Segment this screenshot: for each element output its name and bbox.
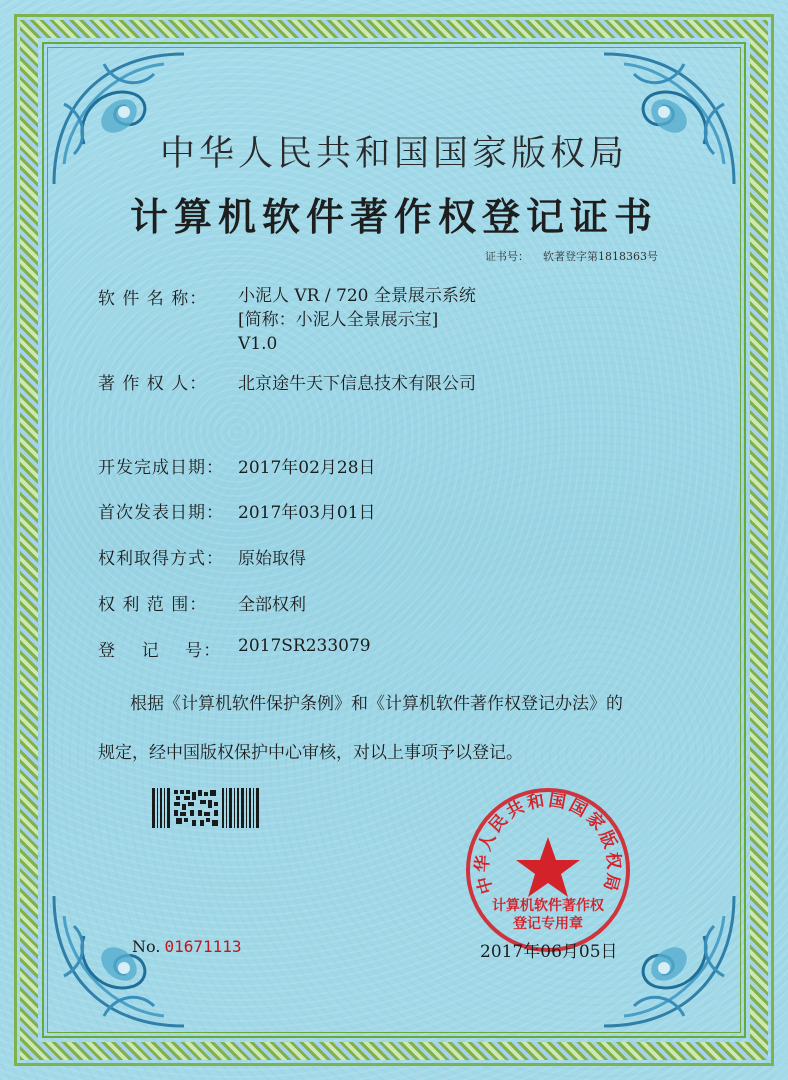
serial-number-label: No. xyxy=(132,937,161,956)
field-rights-scope xyxy=(98,590,306,615)
certificate-number xyxy=(471,248,658,264)
field-registration-no xyxy=(98,636,371,661)
serial-number xyxy=(132,937,242,956)
certificate-number-label: 证书号： xyxy=(485,250,529,263)
seal-line-1: 计算机软件著作权 xyxy=(492,898,604,914)
field-value: 2017SR233079 xyxy=(238,636,371,656)
field-acquisition-method xyxy=(98,544,306,569)
statement-line-2: 规定，经中国版权保护中心审核，对以上事项予以登记。 xyxy=(98,743,523,763)
statement-line-1: 根据《计算机软件保护条例》和《计算机软件著作权登记办法》的 xyxy=(130,694,623,714)
field-label: 权利取得方式： xyxy=(98,549,224,569)
certificate-title: 计算机软件著作权登记证书 xyxy=(129,195,658,239)
corner-ornament-icon xyxy=(44,886,194,1036)
serial-number-value: 01671113 xyxy=(164,937,242,956)
field-dev-completion-date xyxy=(98,453,376,478)
field-label: 开发完成日期： xyxy=(98,458,224,478)
field-value: 全部权利 xyxy=(238,595,306,615)
barcode-icon xyxy=(152,788,262,828)
field-value: 北京途牛天下信息技术有限公司 xyxy=(238,374,476,394)
seal-line-2: 登记专用章 xyxy=(513,916,583,932)
field-label: 著 作 权 人： xyxy=(98,374,208,394)
field-label: 首次发表日期： xyxy=(98,503,224,523)
field-value xyxy=(238,284,476,356)
field-software-name xyxy=(98,284,476,356)
issuing-authority: 中华人民共和国国家版权局 xyxy=(159,134,628,174)
seal-ring-text: 中华人民共和国国家版权局 xyxy=(472,790,624,896)
field-copyright-owner xyxy=(98,369,476,394)
software-name-line: 小泥人 VR / 720 全景展示系统 xyxy=(238,286,476,306)
field-value: 2017年02月28日 xyxy=(238,458,376,478)
field-label: 权 利 范 围： xyxy=(98,595,208,615)
field-first-publication-date xyxy=(98,498,376,523)
issue-date: 2017年06月05日 xyxy=(480,942,618,962)
field-value: 原始取得 xyxy=(238,549,306,569)
field-label: 登 记 号： xyxy=(98,641,222,661)
field-value: 2017年03月01日 xyxy=(238,503,376,523)
software-short-name-line: [简称：小泥人全景展示宝] xyxy=(238,310,439,330)
field-label: 软 件 名 称： xyxy=(98,289,208,309)
certificate-number-value: 软著登字第1818363号 xyxy=(543,250,658,263)
software-version-line: V1.0 xyxy=(238,334,278,354)
